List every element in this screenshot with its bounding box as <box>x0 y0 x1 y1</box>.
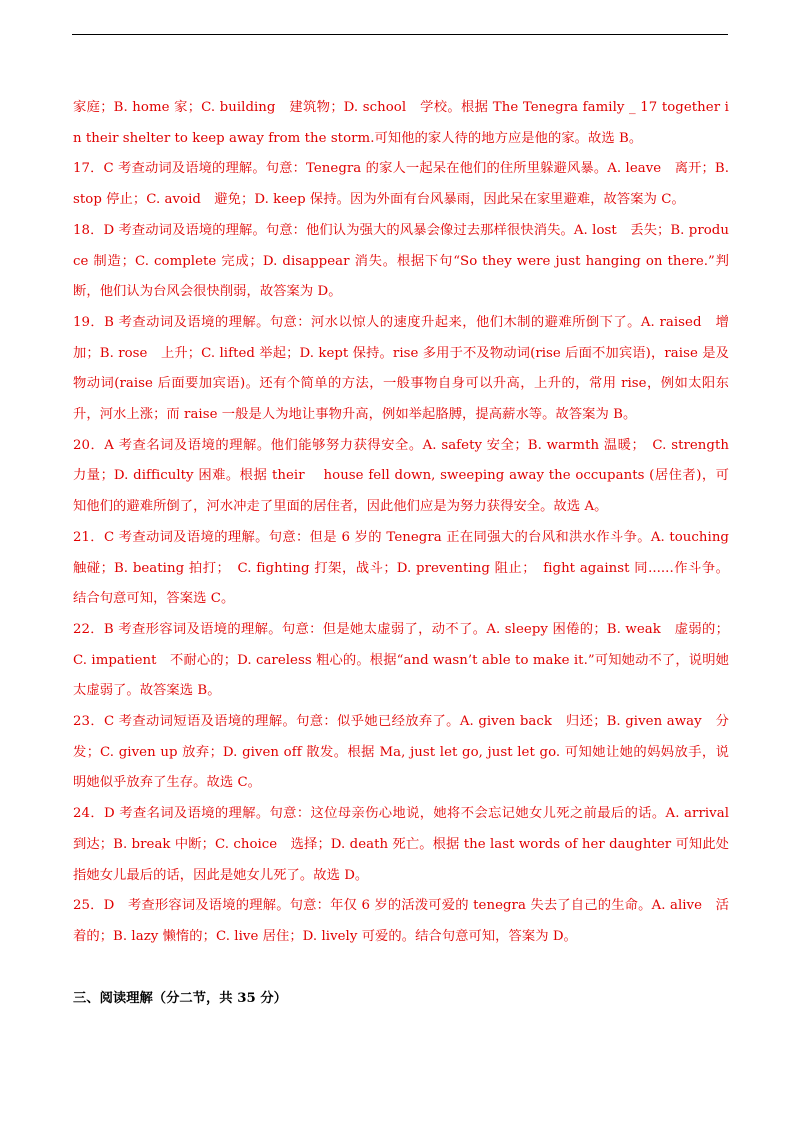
explanation-23: 23．C 考查动词短语及语境的理解。句意：似乎她已经放弃了。A. given back 归还；B. given away 分发；C. given up 放弃；D. given off 散发。根据 Ma, just let go, just let go. 可知她让她的妈妈放手，说明她似乎放弃了生存。故选 C。 <box>73 714 729 791</box>
explanation-22: 22．B 考查形容词及语境的理解。句意：但是她太虚弱了，动不了。A. sleepy 困倦的；B. weak 虚弱的；C. impatient 不耐心的；D. careless 粗心的。根据“and wasn’t able to make it.”可知她动不了，说明她太虚弱了。故答案选 B。 <box>73 621 729 699</box>
section-heading-reading: 三、阅读理解（分二节，共 35 分） <box>73 991 287 1006</box>
explanation-19: 19．B 考查动词及语境的理解。句意：河水以惊人的速度升起来，他们木制的避难所倒下了。A. raised 增加；B. rose 上升；C. lifted 举起；D. kept 保持。rise 多用于不及物动词(rise 后面不加宾语)，raise 是及物动词(raise 后面要加宾语)。还有个简单的方法，一般事物自身可以升高，上升的，常用 rise，例如太阳东升，河水上涨；而 raise 一般是人为地让事物升高，例如举起胳膊，提高薪水等。故答案为 B。 <box>73 314 729 423</box>
answer-explanations <box>73 93 743 953</box>
explanation-18: 18．D 考查动词及语境的理解。句意：他们认为强大的风暴会像过去那样很快消失。A. lost 丢失；B. produce 制造；C. complete 完成；D. disappear 消失。根据下句“So they were just hanging on there.”判断，他们认为台风会很快削弱，故答案为 D。 <box>73 222 729 300</box>
explanation-20: 20．A 考查名词及语境的理解。他们能够努力获得安全。A. safety 安全；B. warmth 温暖； C. strength 力量；D. difficulty 困难。根据 their house fell down, sweeping away the occupants (居住者)，可知他们的避难所倒了，河水冲走了里面的居住者，因此他们应是为努力获得安全。故选 A。 <box>73 437 729 515</box>
header-rule <box>72 34 728 35</box>
explanation-17: 17．C 考查动词及语境的理解。句意：Tenegra 的家人一起呆在他们的住所里躲避风暴。A. leave 离开；B. stop 停止；C. avoid 避免；D. keep 保持。因为外面有台风暴雨，因此呆在家里避难，故答案为 C。 <box>73 161 729 208</box>
explanation-16-continued: 家庭；B. home 家；C. building 建筑物；D. school 学校。根据 The Tenegra family _ 17 together in their shelter to keep away from the storm.可知他的家人待的地方应是他的家。故选 B。 <box>73 100 729 146</box>
explanation-21: 21．C 考查动词及语境的理解。句意：但是 6 岁的 Tenegra 正在同强大的台风和洪水作斗争。A. touching 触碰；B. beating 拍打； C. fighting 打架，战斗；D. preventing 阻止； fight against 同......作斗争。结合句意可知，答案选 C。 <box>73 529 729 607</box>
explanation-24: 24．D 考查名词及语境的理解。句意：这位母亲伤心地说，她将不会忘记她女儿死之前最后的话。A. arrival 到达；B. break 中断；C. choice 选择；D. death 死亡。根据 the last words of her daughter 可知此处指她女儿最后的话，因此是她女儿死了。故选 D。 <box>73 806 743 883</box>
explanation-25: 25．D 考查形容词及语境的理解。句意：年仅 6 岁的活泼可爱的 tenegra 失去了自己的生命。A. alive 活着的；B. lazy 懒惰的；C. live 居住；D. lively 可爱的。结合句意可知，答案为 D。 <box>73 898 729 944</box>
